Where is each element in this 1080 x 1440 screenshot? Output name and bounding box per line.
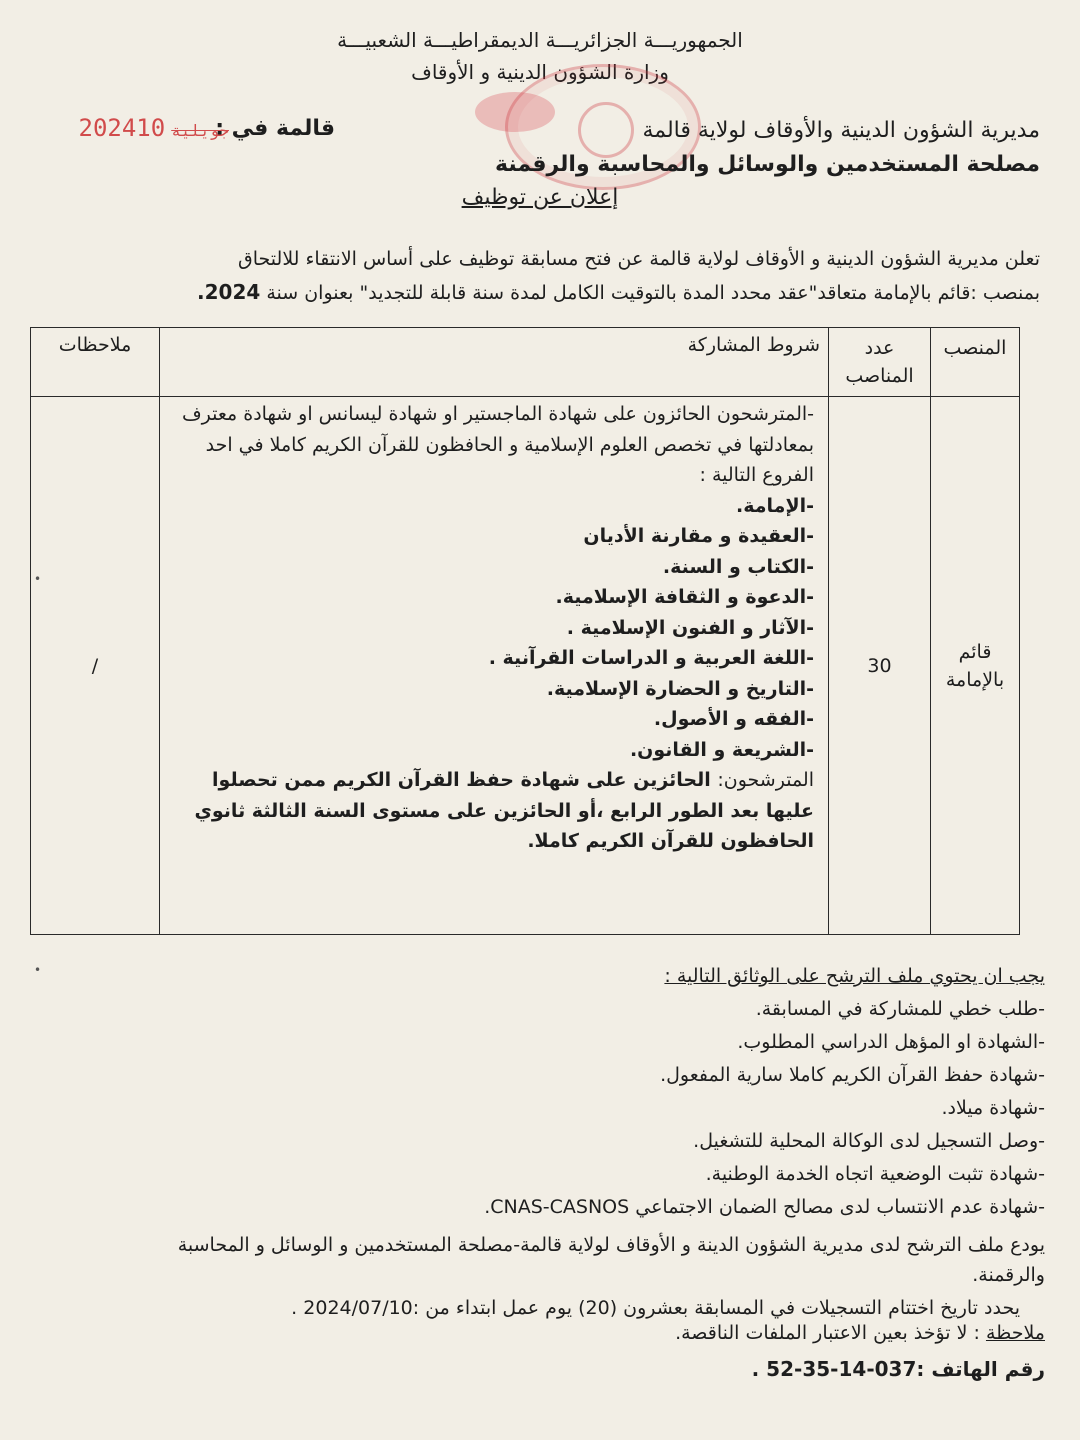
branch-item: -الدعوة و الثقافة الإسلامية. xyxy=(555,586,814,608)
branch-item: -اللغة العربية و الدراسات القرآنية . xyxy=(488,647,814,669)
issue-date xyxy=(79,114,236,142)
note-line: ملاحظة : لا تؤخذ بعين الاعتبار الملفات الناقصة. xyxy=(675,1322,1045,1344)
branch-item: -الشريعة و القانون. xyxy=(629,738,814,761)
document-item: -طلب خطي للمشاركة في المسابقة. xyxy=(755,998,1045,1020)
place-label: قالمة في : xyxy=(215,116,335,141)
document-item: -الشهادة او المؤهل الدراسي المطلوب. xyxy=(737,1031,1045,1053)
bullet-dot-icon: • xyxy=(34,572,42,586)
cell-post: قائم بالإمامة xyxy=(931,397,1020,935)
signature-seal-icon xyxy=(475,92,555,132)
intro-year: 2024. xyxy=(197,280,261,304)
table-header-row xyxy=(31,328,1020,397)
branch-item: -الكتاب و السنة. xyxy=(662,555,814,578)
document-item: -شهادة تثبت الوضعية اتجاه الخدمة الوطنية. xyxy=(705,1163,1045,1185)
date-day: 10 xyxy=(136,114,166,142)
header-conditions: شروط المشاركة xyxy=(160,328,829,397)
service-name: مصلحة المستخدمين والوسائل والمحاسبة والرقمنة xyxy=(495,152,1040,177)
header-count: عدد المناصب xyxy=(829,328,931,397)
intro-line-2: بمنصب :قائم بالإمامة متعاقد"عقد محدد المدة بالتوقيت الكامل لمدة سنة قابلة للتجديد" بعنوان سنة 2024. xyxy=(197,280,1040,304)
document-item: -شهادة ميلاد. xyxy=(941,1097,1045,1119)
page-title: إعلان عن توظيف xyxy=(461,185,619,210)
intro-line-1: تعلن مديرية الشؤون الدينية و الأوقاف لولاية قالمة عن فتح مسابقة توظيف على أساس الانتقاء للالتحاق xyxy=(238,248,1040,270)
branch-item: -العقيدة و مقارنة الأديان xyxy=(583,525,814,547)
bullet-dot-icon: • xyxy=(34,963,42,977)
date-month: جويلية xyxy=(171,121,229,140)
header-notes: ملاحظات xyxy=(31,328,160,397)
deadline-text: يحدد تاريخ اختتام التسجيلات في المسابقة بعشرون (20) يوم عمل ابتداء من :2024/07/10 . xyxy=(291,1297,1020,1319)
document-item: -شهادة عدم الانتساب لدى مصالح الضمان الاجتماعي CNAS-CASNOS. xyxy=(484,1196,1045,1218)
cell-count: 30 xyxy=(829,397,931,935)
documents-heading: يجب ان يحتوي ملف الترشح على الوثائق التالية : xyxy=(664,965,1045,987)
conditions-second: المترشحون: الحائزين على شهادة حفظ القرآن الكريم ممن تحصلوا عليها بعد الطور الرابع ،أو الحائزين على مستوى السنة الثالثة ثانوي الحافظون للقرآن الكريم كاملا. xyxy=(194,769,814,852)
table-row xyxy=(31,397,1020,935)
cell-notes: / xyxy=(31,397,160,935)
branch-item: -التاريخ و الحضارة الإسلامية. xyxy=(546,677,814,700)
cell-conditions xyxy=(160,397,829,935)
document-item: -وصل التسجيل لدى الوكالة المحلية للتشغيل. xyxy=(693,1130,1045,1152)
deposit-text: يودع ملف الترشح لدى مديرية الشؤون الدينة و الأوقاف لولاية قالمة-مصلحة المستخدمين و الوسائل و المحاسبة والرقمنة. xyxy=(177,1234,1045,1286)
branch-item: -الإمامة. xyxy=(736,494,814,517)
positions-table xyxy=(30,327,1020,935)
branch-item: -الآثار و الفنون الإسلامية . xyxy=(566,616,814,639)
conditions-intro: -المترشحون الحائزون على شهادة الماجستير او شهادة ليسانس او شهادة معترف بمعادلتها في تخصص العلوم الإسلامية و الحافظون للقرآن الكريم كاملا في احد الفروع التالية : xyxy=(181,403,814,486)
phone-number: 037-14-35-52 . xyxy=(751,1357,917,1381)
date-year: 2024 xyxy=(78,114,137,142)
header-post: المنصب xyxy=(931,328,1020,397)
branch-item: -الفقه و الأصول. xyxy=(653,708,814,730)
ministry-header: وزارة الشؤون الدينية و الأوقاف xyxy=(411,60,669,84)
republic-header: الجمهوريـــة الجزائريـــة الديمقراطيـــة الشعبيـــة xyxy=(337,28,743,52)
directorate-name: مديرية الشؤون الدينية والأوقاف لولاية قالمة xyxy=(642,118,1040,143)
phone-line: رقم الهاتف :037-14-35-52 . xyxy=(751,1357,1045,1381)
document-item: -شهادة حفظ القرآن الكريم كاملا سارية المفعول. xyxy=(660,1064,1045,1086)
